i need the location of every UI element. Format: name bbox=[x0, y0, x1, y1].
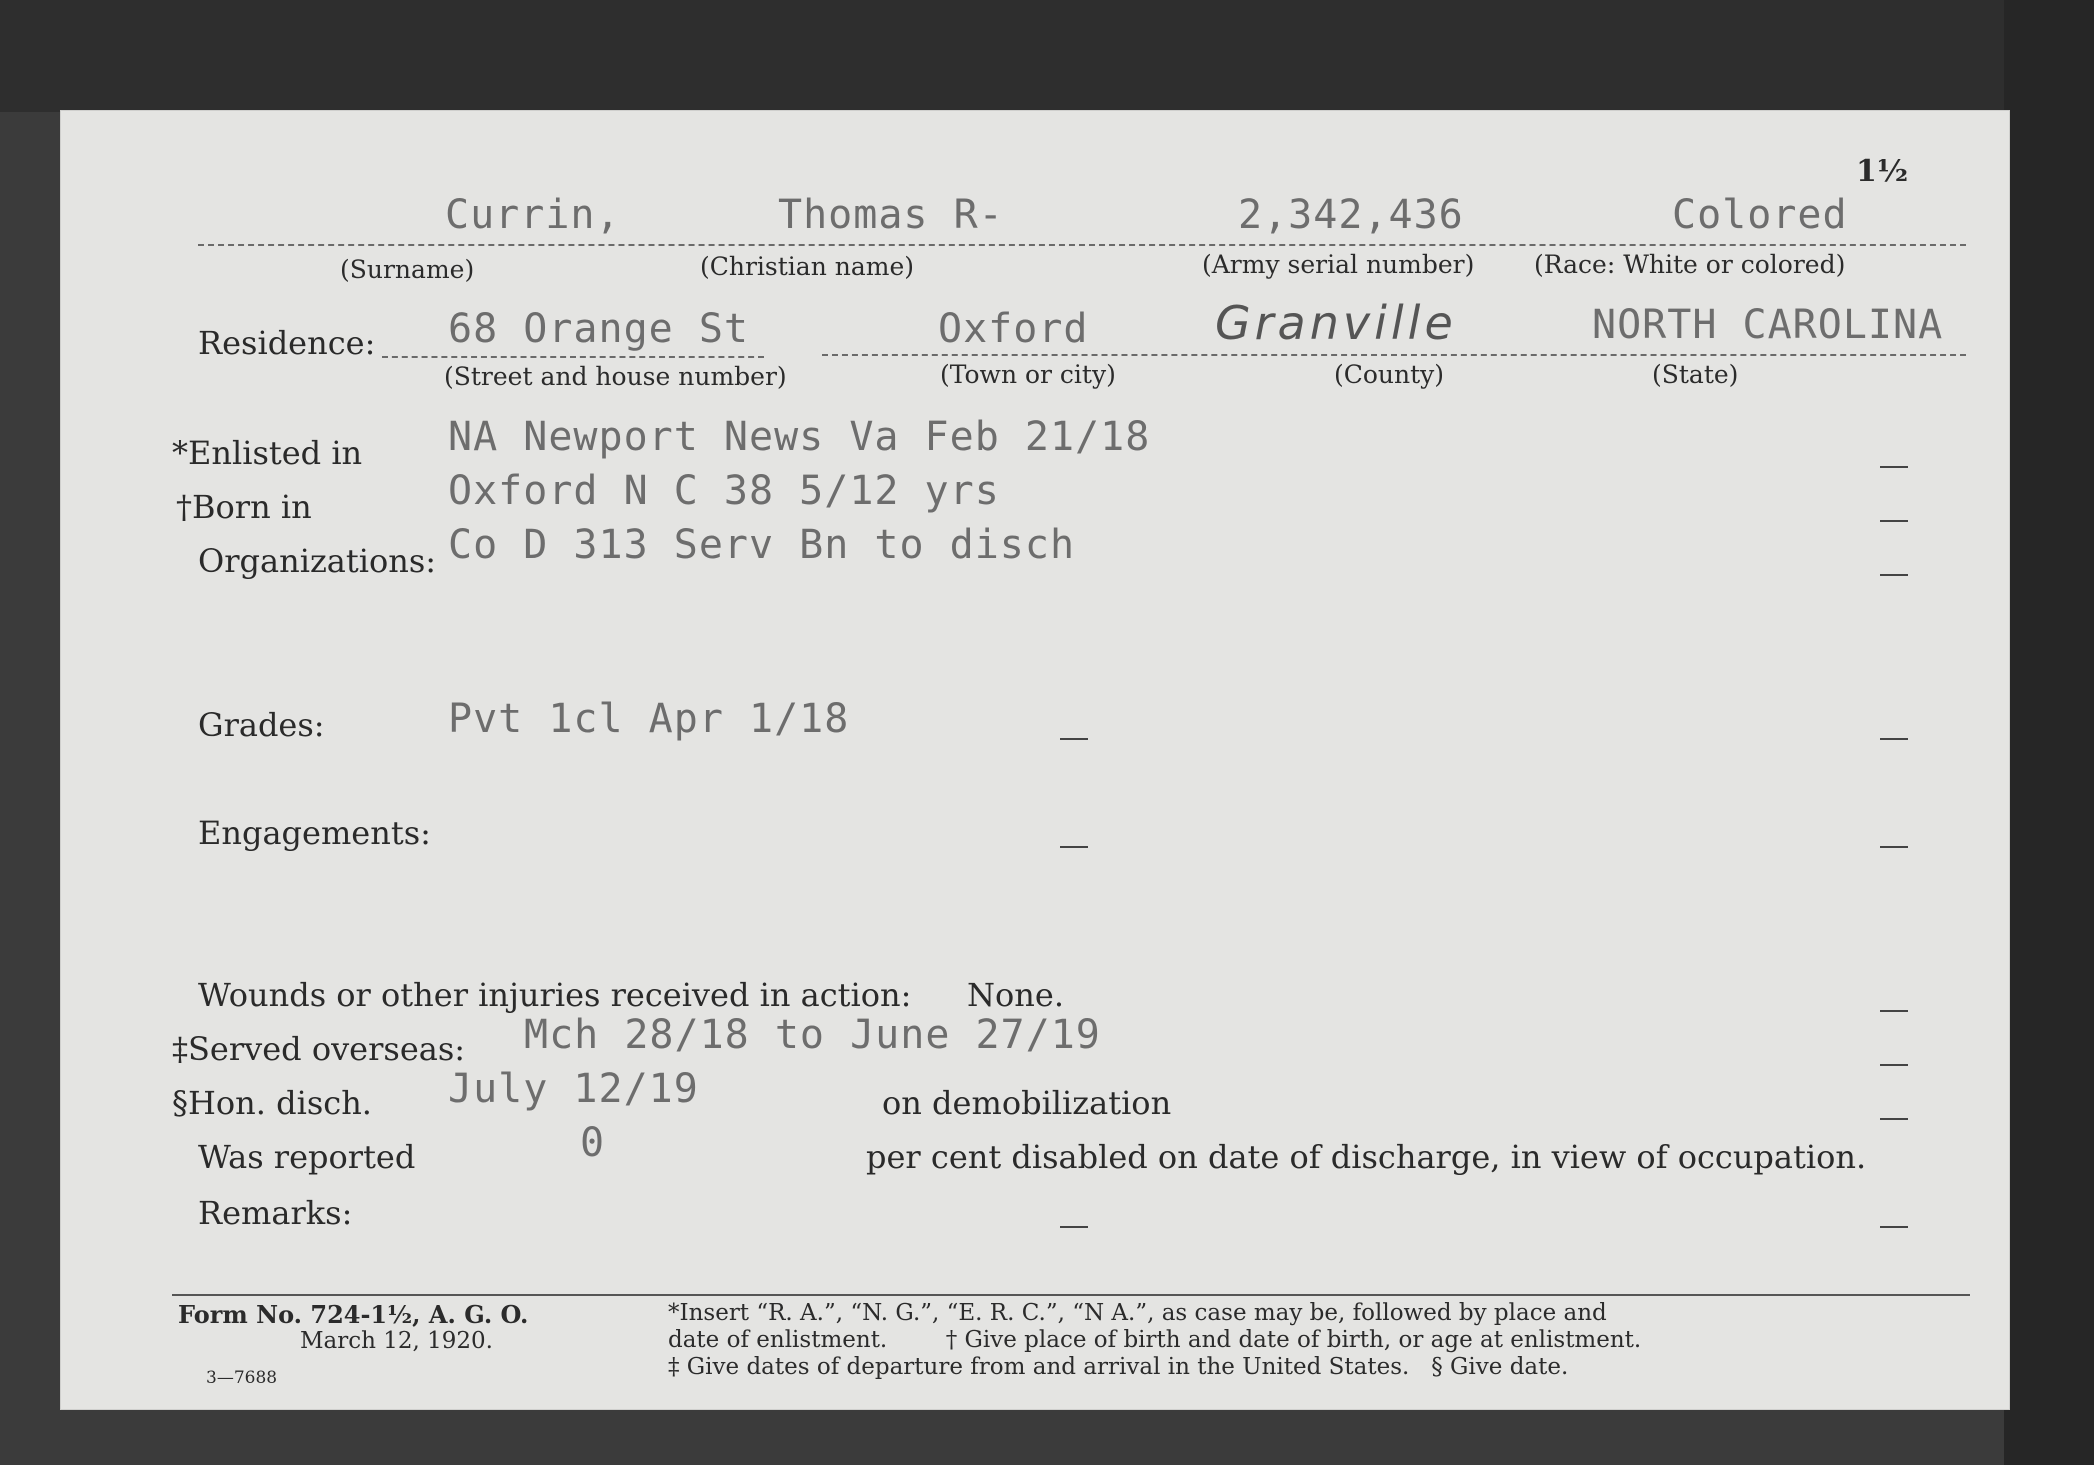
organizations-label: Organizations: bbox=[198, 542, 437, 580]
hon-disch-label: §Hon. disch. bbox=[172, 1084, 372, 1122]
grades-value: Pvt 1cl Apr 1/18 bbox=[448, 696, 850, 742]
remarks-label: Remarks: bbox=[198, 1194, 353, 1232]
footnote-line-3: ‡ Give dates of departure from and arrival in the United States. § Give date. bbox=[668, 1354, 1569, 1380]
on-demobilization-text: on demobilization bbox=[882, 1084, 1172, 1122]
grades-tick bbox=[1880, 738, 1908, 740]
christian-name-value: Thomas R- bbox=[778, 192, 1004, 238]
organizations-tick bbox=[1880, 574, 1908, 576]
organizations-value: Co D 313 Serv Bn to disch bbox=[448, 522, 1076, 568]
served-overseas-tick bbox=[1880, 1064, 1908, 1066]
footnote-line-1: *Insert “R. A.”, “N. G.”, “E. R. C.”, “N A.”, as case may be, followed by place and bbox=[668, 1300, 1607, 1326]
footer-rule bbox=[172, 1294, 1970, 1296]
serial-caption: (Army serial number) bbox=[1202, 250, 1475, 279]
born-label: †Born in bbox=[176, 488, 312, 526]
town-value: Oxford bbox=[938, 306, 1089, 352]
surname-caption: (Surname) bbox=[340, 255, 475, 284]
residence-line bbox=[822, 354, 1966, 356]
remarks-tick bbox=[1880, 1226, 1908, 1228]
state-caption: (State) bbox=[1652, 360, 1739, 389]
wounds-value: None. bbox=[967, 976, 1064, 1014]
name-line bbox=[198, 244, 1966, 246]
scanner-background-right bbox=[2004, 0, 2094, 1465]
residence-label: Residence: bbox=[198, 324, 376, 362]
was-reported-label: Was reported bbox=[198, 1138, 416, 1176]
form-code: 3—7688 bbox=[206, 1368, 278, 1388]
enlisted-label: *Enlisted in bbox=[172, 434, 363, 472]
wounds-label: Wounds or other injuries received in action: bbox=[198, 976, 912, 1014]
engagements-label: Engagements: bbox=[198, 814, 431, 852]
street-value: 68 Orange St bbox=[448, 306, 749, 352]
born-value: Oxford N C 38 5/12 yrs bbox=[448, 468, 1000, 514]
state-value: NORTH CAROLINA bbox=[1592, 302, 1944, 348]
service-record-card bbox=[60, 110, 2010, 1410]
footnote-line-2: date of enlistment. † Give place of birth and date of birth, or age at enlistment. bbox=[668, 1327, 1642, 1353]
remarks-mid-tick bbox=[1060, 1226, 1088, 1228]
enlisted-value: NA Newport News Va Feb 21/18 bbox=[448, 414, 1151, 460]
street-caption: (Street and house number) bbox=[444, 362, 787, 391]
street-line bbox=[382, 356, 764, 358]
corner-mark: 1½ bbox=[1856, 154, 1909, 189]
grades-label: Grades: bbox=[198, 706, 325, 744]
enlisted-tick bbox=[1880, 466, 1908, 468]
engagements-tick bbox=[1880, 846, 1908, 848]
hon-disch-value: July 12/19 bbox=[448, 1066, 699, 1112]
form-number: Form No. 724-1½, A. G. O. bbox=[178, 1300, 529, 1329]
percent-disabled-text: per cent disabled on date of discharge, in view of occupation. bbox=[866, 1138, 1867, 1176]
county-caption: (County) bbox=[1334, 360, 1445, 389]
christian-name-caption: (Christian name) bbox=[700, 252, 915, 281]
serial-number-value: 2,342,436 bbox=[1238, 192, 1464, 238]
surname-value: Currin, bbox=[445, 192, 621, 238]
race-value: Colored bbox=[1672, 192, 1848, 238]
engagements-mid-tick bbox=[1060, 846, 1088, 848]
was-reported-value: 0 bbox=[580, 1120, 606, 1166]
town-caption: (Town or city) bbox=[940, 360, 1116, 389]
form-date: March 12, 1920. bbox=[300, 1328, 493, 1354]
county-value: Granville bbox=[1215, 296, 1457, 350]
served-overseas-value: Mch 28/18 to June 27/19 bbox=[524, 1012, 1101, 1058]
served-overseas-label: ‡Served overseas: bbox=[172, 1030, 466, 1068]
grades-mid-tick bbox=[1060, 738, 1088, 740]
race-caption: (Race: White or colored) bbox=[1534, 250, 1846, 279]
hon-disch-tick bbox=[1880, 1118, 1908, 1120]
born-tick bbox=[1880, 520, 1908, 522]
scanner-background-top bbox=[0, 0, 2094, 112]
wounds-tick bbox=[1880, 1010, 1908, 1012]
